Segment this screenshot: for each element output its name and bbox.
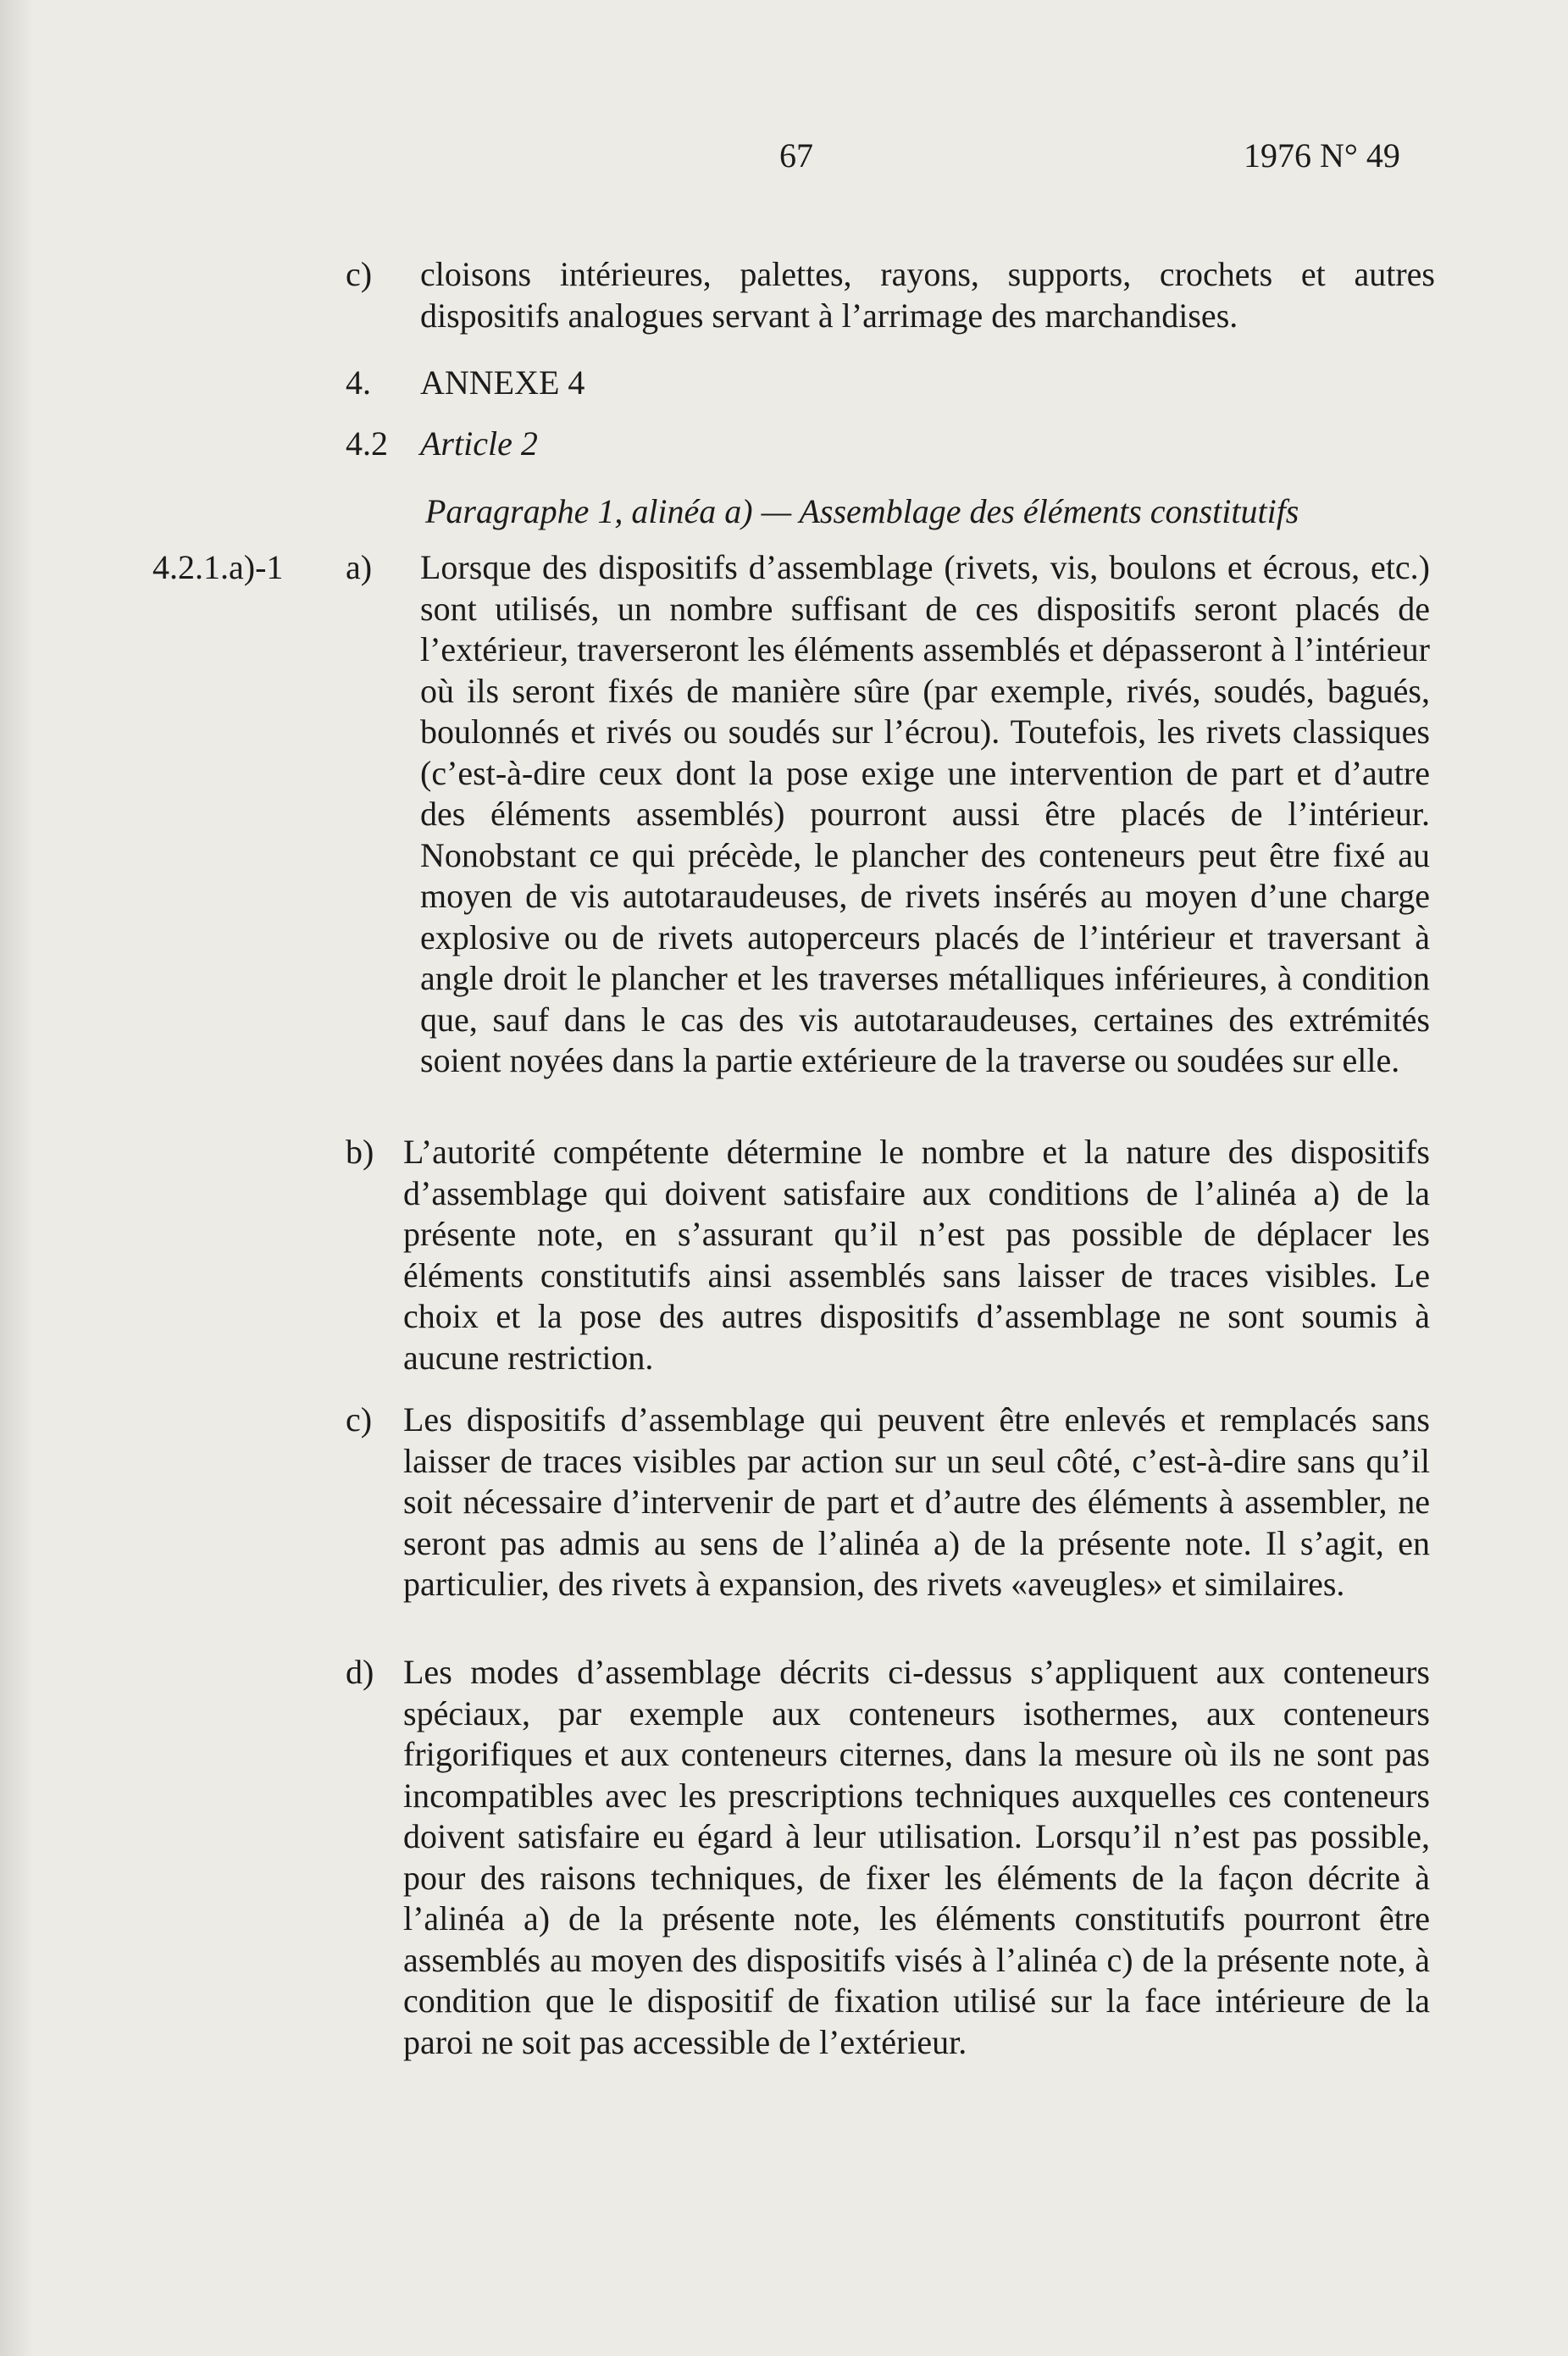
paragraph-label-d: d) [346,1653,374,1691]
section-number-4: 4. [346,363,371,402]
subheading: Paragraphe 1, alinéa a) — Assemblage des éléments constitutifs [425,492,1299,530]
paragraph-d: Les modes d’assemblage décrits ci-dessus s’appliquent aux conteneurs spéciaux, par exemple aux conteneurs isothermes, aux conteneurs frigorifiques et aux conteneurs citernes, dans la mesure où ils ne sont pas incompatibles avec les prescriptions techniques auxquelles ces conteneurs doivent satisfaire eu égard à leur utilisation. Lorsqu’il n’est pas possible, pour des raisons techniques, de fixer les éléments de la façon décrite à l’alinéa a) de la présente note, les éléments constitutifs pourront être assemblés au moyen des dispositifs visés à l’alinéa c) de la présente note, à condition que le dispositif de fixation utilisé sur la face intérieure de la paroi ne soit pas accessible de l’extérieur. [403,1653,1430,2061]
paragraph-label-a: a) [346,548,373,586]
item-label-c: c) [346,255,373,293]
section-title-4: ANNEXE 4 [420,363,585,402]
page-number: 67 [779,136,813,175]
note-number: 4.2.1.a)-1 [152,548,284,586]
paragraph-label-c: c) [346,1400,373,1439]
item-text-c: cloisons intérieures, palettes, rayons, supports, crochets et autres dispositifs analogues servant à l’arrimage des marchandises. [420,255,1435,335]
paragraph-b: L’autorité compétente détermine le nombre et la nature des dispositifs d’assemblage qui doivent satisfaire aux conditions de l’alinéa a) de la présente note, en s’assurant qu’il n’est pas possible de déplacer les éléments constitutifs ainsi assemblés sans laisser de traces visibles. Le choix et la pose des autres dispositifs d’assemblage ne sont soumis à aucune restriction. [403,1133,1430,1377]
page-binding-edge [0,0,34,2356]
page-reference: 1976 N° 49 [1244,136,1400,175]
section-number-4-2: 4.2 [346,424,388,463]
paragraph-label-b: b) [346,1133,374,1171]
paragraph-c: Les dispositifs d’assemblage qui peuvent être enlevés et remplacés sans laisser de traces visibles par action sur un seul côté, c’est-à-dire sans qu’il soit nécessaire d’intervenir de part et d’autre des éléments à assembler, ne seront pas admis au sens de l’alinéa a) de la présente note. Il s’agit, en particulier, des rivets à expansion, des rivets «aveugles» et similaires. [403,1400,1430,1603]
paragraph-a: Lorsque des dispositifs d’assemblage (rivets, vis, boulons et écrous, etc.) sont utilisés, un nombre suffisant de ces dispositifs seront placés de l’extérieur, traverseront les éléments assemblés et dépasseront à l’intérieur où ils seront fixés de manière sûre (par exemple, rivés, soudés, bagués, boulonnés et rivés ou soudés sur l’écrou). Toutefois, les rivets classiques (c’est-à-dire ceux dont la pose exige une intervention de part et d’autre des éléments assemblés) pourront aussi être placés de l’intérieur. Nonobstant ce qui précède, le plancher des conteneurs peut être fixé au moyen de vis autotaraudeuses, de rivets insérés au moyen d’une charge explosive ou de rivets autoperceurs placés de l’intérieur et traversant à angle droit le plancher et les traverses métalliques inférieures, à condition que, sauf dans le cas des vis autotaraudeuses, certaines des extrémités soient noyées dans la partie extérieure de la traverse ou soudées sur elle. [420,548,1430,1079]
section-title-4-2: Article 2 [420,424,538,463]
